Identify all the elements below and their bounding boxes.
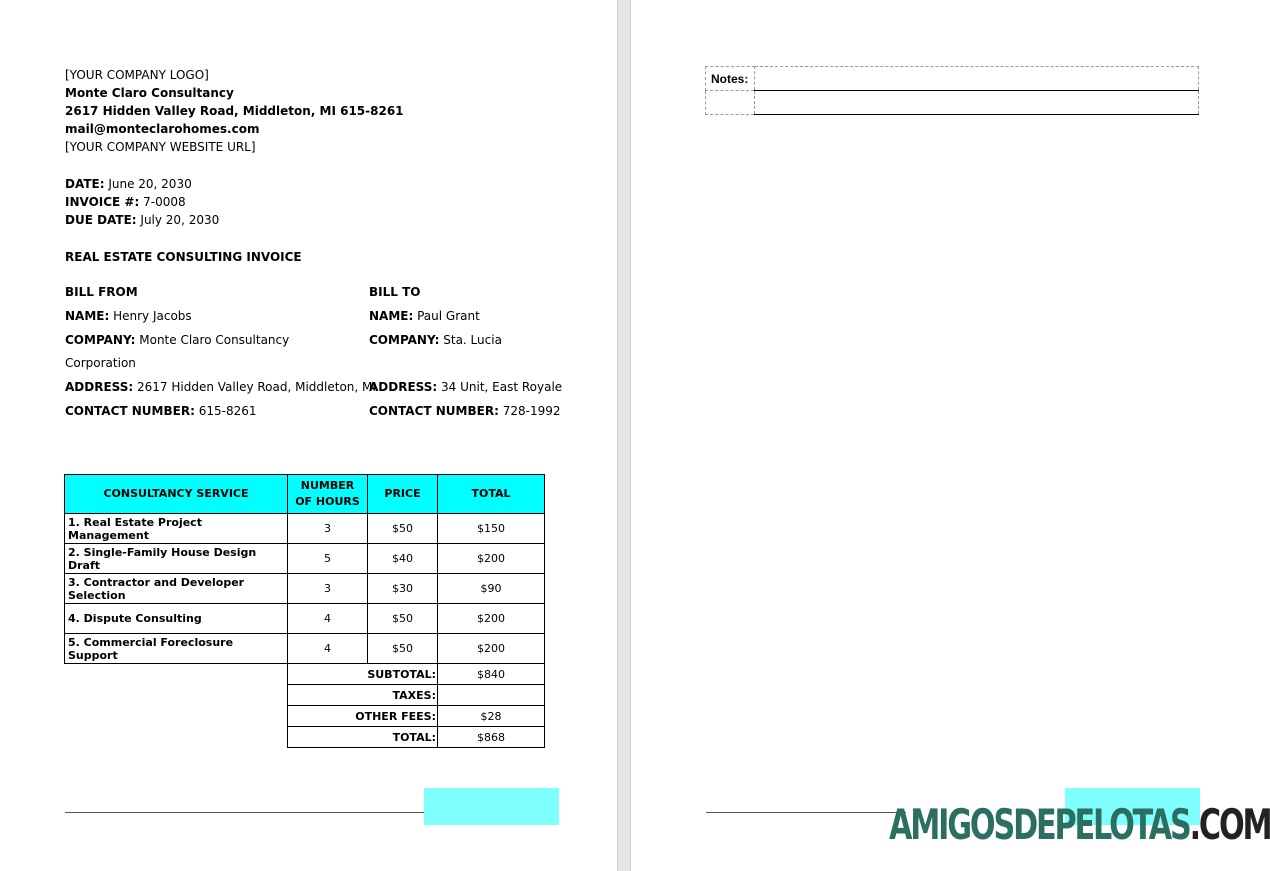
date-line	[65, 175, 219, 193]
notes-label: Notes:	[706, 67, 755, 91]
bill-from-contact-line	[65, 403, 350, 427]
table-row	[65, 604, 545, 634]
grand-total-value: $868	[438, 727, 545, 748]
bill-from-address: 2617 Hidden Valley Road, Middleton, MI	[137, 380, 376, 394]
service-cell: 2. Single-Family House Design Draft	[65, 544, 288, 574]
taxes-value	[438, 685, 545, 706]
price-cell: $30	[368, 574, 438, 604]
price-cell: $40	[368, 544, 438, 574]
bill-to-contact-line	[369, 403, 599, 427]
watermark-suffix: .COM	[1189, 800, 1270, 849]
company-email: mail@monteclarohomes.com	[65, 122, 260, 136]
bill-to-company-line	[369, 332, 599, 355]
notes-field[interactable]	[755, 67, 1199, 91]
price-cell: $50	[368, 604, 438, 634]
bill-from-address-line	[65, 379, 376, 403]
hours-cell: 3	[288, 514, 368, 544]
invoice-number-label: INVOICE #:	[65, 195, 140, 209]
bill-from-name-label: NAME:	[65, 309, 110, 323]
company-logo-placeholder: [YOUR COMPANY LOGO]	[65, 68, 209, 82]
bill-from-company-line	[65, 332, 350, 355]
company-header	[65, 66, 404, 156]
service-cell: 1. Real Estate Project Management	[65, 514, 288, 544]
services-table	[64, 474, 545, 748]
bill-to-name: Paul Grant	[417, 309, 480, 323]
services-table-header	[65, 475, 545, 514]
notes-field-line-2[interactable]	[755, 91, 1199, 115]
other-fees-value: $28	[438, 706, 545, 727]
bill-to-heading: BILL TO	[369, 285, 421, 299]
table-row	[65, 544, 545, 574]
notes-row	[706, 67, 1199, 91]
taxes-row	[65, 685, 545, 706]
invoice-meta	[65, 175, 219, 229]
due-date-value: July 20, 2030	[140, 213, 220, 227]
other-fees-label: OTHER FEES:	[288, 706, 438, 727]
bill-from-name-line	[65, 308, 350, 332]
hours-cell: 3	[288, 574, 368, 604]
company-name: Monte Claro Consultancy	[65, 86, 234, 100]
bill-from-contact: 615-8261	[198, 404, 257, 418]
bill-to-company-label: COMPANY:	[369, 333, 440, 347]
invoice-number-value: 7-0008	[143, 195, 186, 209]
table-row	[65, 634, 545, 664]
company-address: 2617 Hidden Valley Road, Middleton, MI 615-8261	[65, 104, 404, 118]
notes-table	[705, 66, 1199, 115]
site-watermark	[889, 800, 1270, 849]
bill-from-company: Monte Claro Consultancy	[139, 333, 290, 347]
bill-to-address: 34 Unit, East Royale	[441, 380, 563, 394]
taxes-label: TAXES:	[288, 685, 438, 706]
column-header-hours: NUMBER OF HOURS	[288, 475, 368, 514]
grand-total-row	[65, 727, 545, 748]
invoice-title: REAL ESTATE CONSULTING INVOICE	[65, 250, 302, 264]
invoice-number-line	[65, 193, 219, 211]
total-cell: $90	[438, 574, 545, 604]
total-cell: $200	[438, 634, 545, 664]
bill-to-address-label: ADDRESS:	[369, 380, 438, 394]
bill-to-contact-label: CONTACT NUMBER:	[369, 404, 499, 418]
subtotal-value: $840	[438, 664, 545, 685]
bill-from-section	[65, 284, 376, 427]
bill-to-address-line	[369, 379, 599, 403]
bill-to-contact: 728-1992	[502, 404, 561, 418]
service-cell: 3. Contractor and Developer Selection	[65, 574, 288, 604]
column-header-price: PRICE	[368, 475, 438, 514]
due-date-label: DUE DATE:	[65, 213, 137, 227]
service-cell: 4. Dispute Consulting	[65, 604, 288, 634]
bill-from-address-label: ADDRESS:	[65, 380, 134, 394]
hours-cell: 4	[288, 604, 368, 634]
table-row	[65, 574, 545, 604]
invoice-page-1	[0, 0, 617, 871]
company-website-placeholder: [YOUR COMPANY WEBSITE URL]	[65, 140, 256, 154]
grand-total-label: TOTAL:	[288, 727, 438, 748]
service-cell: 5. Commercial Foreclosure Support	[65, 634, 288, 664]
bill-from-name: Henry Jacobs	[113, 309, 192, 323]
due-date-line	[65, 211, 219, 229]
bill-to-name-line	[369, 308, 599, 332]
invoice-page-2	[631, 0, 1247, 871]
signature-line-2	[706, 812, 906, 813]
bill-from-heading: BILL FROM	[65, 285, 138, 299]
watermark-main: AMIGOSDEPELOTAS	[889, 800, 1190, 849]
bill-from-company-label: COMPANY:	[65, 333, 136, 347]
bill-from-company-cont: Corporation	[65, 356, 136, 370]
total-cell: $200	[438, 544, 545, 574]
bill-to-section	[369, 284, 599, 427]
total-cell: $150	[438, 514, 545, 544]
column-header-service: CONSULTANCY SERVICE	[65, 475, 288, 514]
other-fees-row	[65, 706, 545, 727]
bill-to-company: Sta. Lucia	[443, 333, 502, 347]
date-value: June 20, 2030	[108, 177, 192, 191]
hours-cell: 5	[288, 544, 368, 574]
bill-from-contact-label: CONTACT NUMBER:	[65, 404, 195, 418]
page-gutter	[617, 0, 631, 871]
subtotal-row	[65, 664, 545, 685]
subtotal-label: SUBTOTAL:	[288, 664, 438, 685]
price-cell: $50	[368, 514, 438, 544]
bill-to-name-label: NAME:	[369, 309, 414, 323]
hours-cell: 4	[288, 634, 368, 664]
price-cell: $50	[368, 634, 438, 664]
date-label: DATE:	[65, 177, 105, 191]
column-header-total: TOTAL	[438, 475, 545, 514]
bill-to-spacer	[369, 355, 599, 379]
signature-box	[424, 788, 559, 825]
notes-row	[706, 91, 1199, 115]
table-row	[65, 514, 545, 544]
total-cell: $200	[438, 604, 545, 634]
